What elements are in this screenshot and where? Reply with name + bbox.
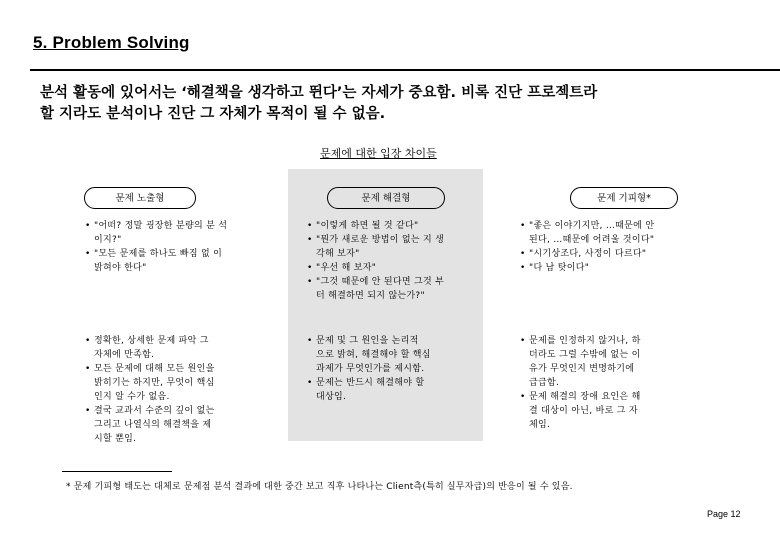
column-exposure-quotes — [85, 219, 227, 275]
column-header-solving: 문제 해결형 — [327, 187, 445, 209]
column-avoidance-quotes — [520, 219, 654, 275]
list-item: • 문제 해결의 장애 요인은 해 결 대상이 아닌, 바로 그 자 체임. — [520, 390, 641, 432]
list-item: • "시기상조다, 사정이 다르다" — [520, 247, 654, 261]
column-solving-quotes — [307, 219, 444, 303]
list-item: • 문제 및 그 원인을 논리적 으로 밝혀, 해결해야 할 핵심 과제가 무엇인가를 제시함. — [307, 334, 431, 376]
list-item: • "우선 해 보자" — [307, 261, 444, 275]
column-avoidance-description — [520, 334, 641, 432]
list-item: • "이렇게 하면 될 것 같다" — [307, 219, 444, 233]
list-item: • 결국 교과서 수준의 깊이 없는 그리고 나열식의 해결책을 제 시할 뿐임. — [85, 404, 215, 446]
footnote-divider — [62, 471, 172, 472]
column-exposure-description — [85, 334, 215, 446]
list-item: • 문제는 반드시 해결해야 할 대상임. — [307, 376, 431, 404]
list-item: • 문제를 인정하지 않거나, 하 더라도 그럴 수밖에 없는 이 유가 무엇인지 변명하기에 급급함. — [520, 334, 641, 390]
list-item: • "뭔가 새로운 방법이 없는 지 생 각해 보자" — [307, 233, 444, 261]
list-item: • "다 남 탓이다" — [520, 261, 654, 275]
page-title: 5. Problem Solving — [33, 33, 190, 52]
intro-text — [40, 83, 740, 125]
column-solving-description — [307, 334, 431, 404]
page-number: Page 12 — [707, 509, 741, 519]
list-item: • 정확한, 상세한 문제 파악 그 자체에 만족함. — [85, 334, 215, 362]
footnote: * 문제 기피형 태도는 대체로 문제점 분석 결과에 대한 중간 보고 직후 나타나는 Client측(특히 실무자급)의 반응이 될 수 있음. — [66, 482, 573, 492]
intro-line: 분석 활동에 있어서는 ‘해결책을 생각하고 뛴다’는 자세가 중요함. 비록 진단 프로젝트라 — [40, 85, 598, 101]
column-header-exposure: 문제 노출형 — [84, 187, 196, 209]
column-header-avoidance: 문제 기피형* — [570, 187, 678, 209]
list-item: • "그것 때문에 안 된다면 그것 부 터 해결하면 되지 않는가?" — [307, 275, 444, 303]
intro-line: 할 지라도 분석이나 진단 그 자체가 목적이 될 수 없음. — [40, 106, 386, 122]
list-item: • "어떠? 정말 굉장한 분량의 분 석 이지?" — [85, 219, 227, 247]
section-subtitle: 문제에 대한 입장 차이들 — [320, 147, 437, 160]
list-item: • 모든 문제에 대해 모든 원인을 밝히기는 하지만, 무엇이 핵심 인지 알 수가 없음. — [85, 362, 215, 404]
list-item: • "좋은 이야기지만, …때문에 안 된다, …때문에 어려울 것이다" — [520, 219, 654, 247]
title-divider — [30, 69, 780, 71]
list-item: • "모든 문제를 하나도 빠짐 없 이 밝혀야 한다" — [85, 247, 227, 275]
